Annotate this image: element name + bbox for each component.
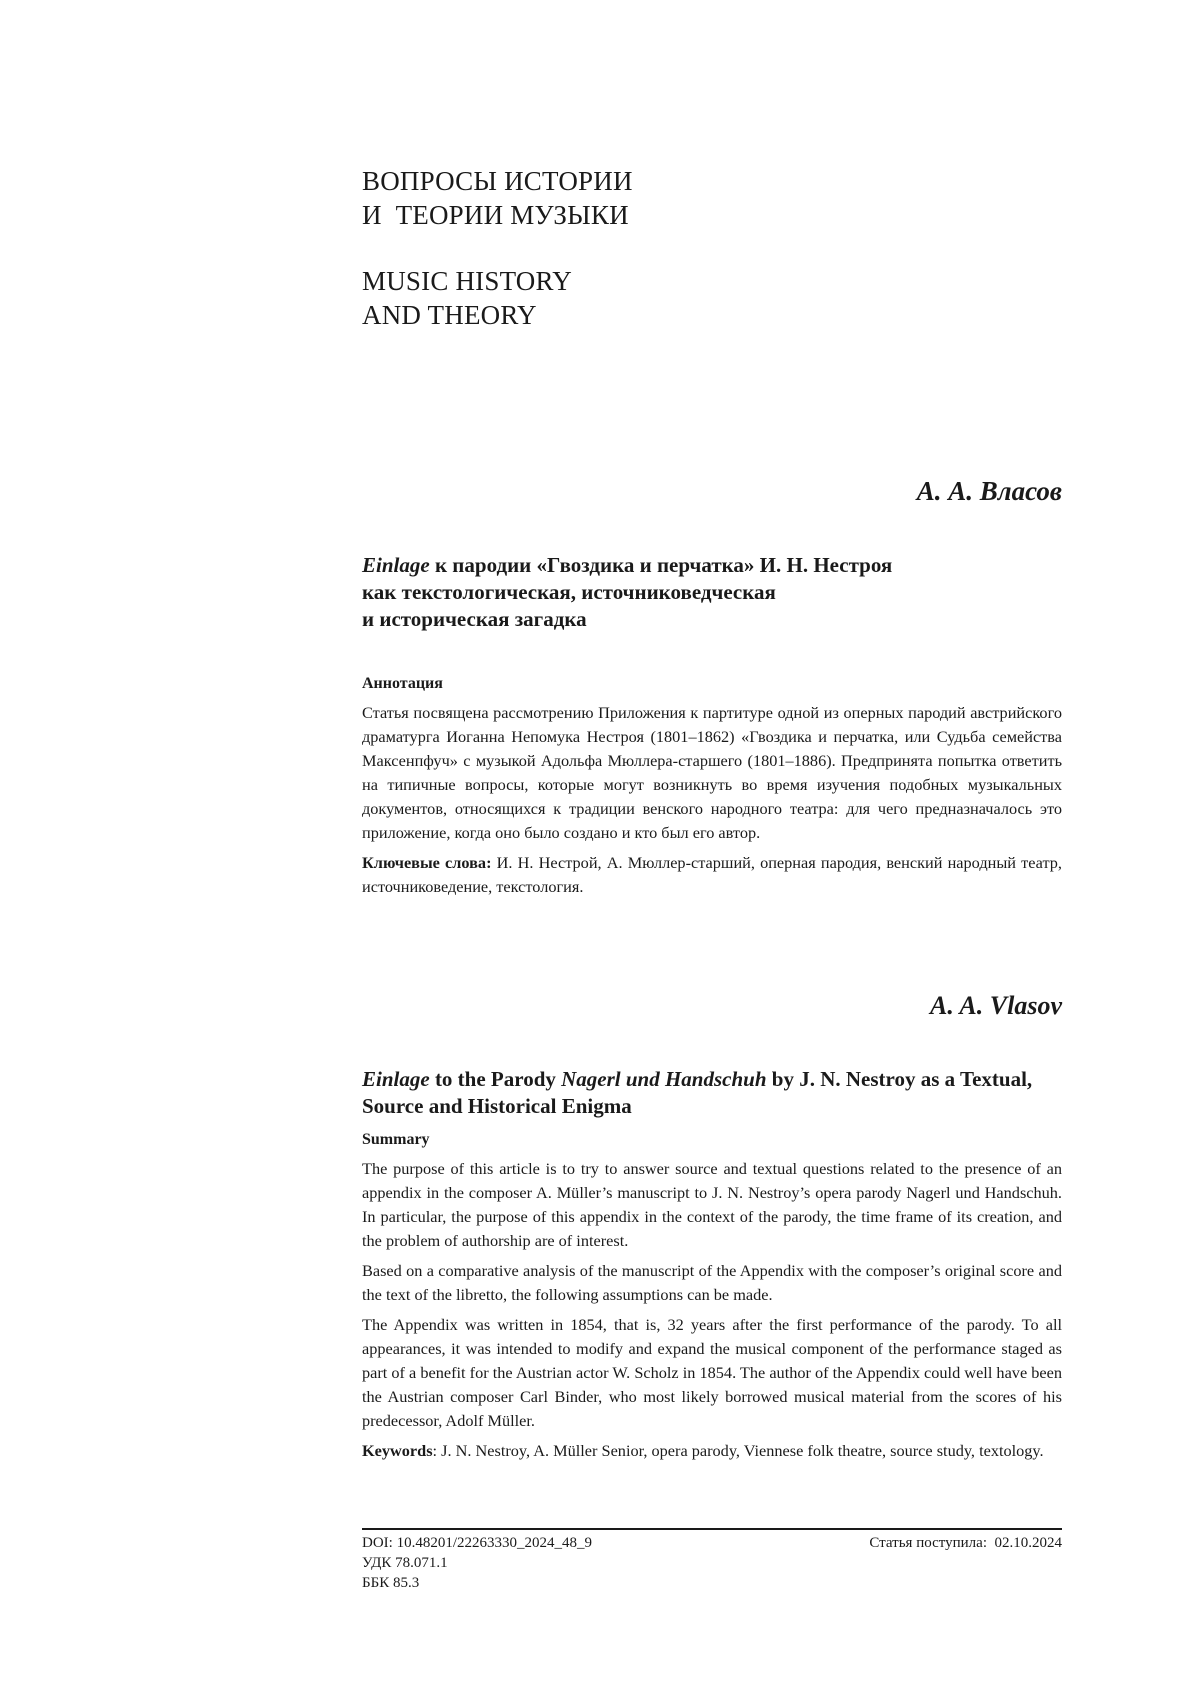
- title-en-work: Nagerl und Handschuh: [561, 1067, 766, 1091]
- spacer: [362, 232, 1062, 264]
- title-en-part1: to the Parody: [430, 1067, 561, 1091]
- title-ru-line1: к пародии «Гвоздика и перчатка» И. Н. Нестроя: [430, 553, 893, 577]
- summary-heading-en: Summary: [362, 1131, 1062, 1149]
- title-ru-einlage: Einlage: [362, 553, 430, 577]
- bbk: ББК 85.3: [362, 1573, 1062, 1593]
- section-title-en-line1: MUSIC HISTORY: [362, 264, 1062, 298]
- section-title-ru-line2: И ТЕОРИИ МУЗЫКИ: [362, 198, 1062, 232]
- keywords-text-en: : J. N. Nestroy, A. Müller Senior, opera parody, Viennese folk theatre, source study, textology.: [433, 1441, 1044, 1460]
- doi: DOI: 10.48201/22263330_2024_48_9: [362, 1533, 1062, 1553]
- article-title-ru: [362, 552, 1062, 633]
- received-date: Статья поступила: 02.10.2024: [869, 1533, 1062, 1553]
- summary-p1: The purpose of this article is to try to answer source and textual questions related to the presence of an appendix in the composer A. Müller’s manuscript to J. N. Nestroy’s opera parody Nagerl und Handschuh. In particular, the purpose of this appendix in the context of the parody, the time frame of its creation, and the problem of authorship are of interest.: [362, 1157, 1062, 1253]
- title-ru-line2: как текстологическая, источниковедческая: [362, 579, 1062, 606]
- keywords-text-ru: И. Н. Нестрой, А. Мюллер-старший, оперная пародия, венский народный театр, источниковедение, текстология.: [362, 853, 1062, 896]
- summary-en: [362, 1131, 1062, 1469]
- author-ru: А. А. Власов: [917, 476, 1062, 507]
- section-title-en-line2: AND THEORY: [362, 298, 1062, 332]
- title-en-einlage: Einlage: [362, 1067, 430, 1091]
- udk: УДК 78.071.1: [362, 1553, 1062, 1573]
- section-title: [362, 164, 1062, 332]
- abstract-ru: [362, 675, 1062, 905]
- keywords-en: [362, 1439, 1062, 1463]
- keywords-ru: [362, 851, 1062, 899]
- article-footer: [362, 1528, 1062, 1593]
- journal-page: [0, 0, 1200, 1697]
- article-title-en: [362, 1066, 1062, 1120]
- keywords-label-ru: Ключевые слова:: [362, 853, 492, 872]
- author-en: A. A. Vlasov: [930, 991, 1062, 1021]
- abstract-heading-ru: Аннотация: [362, 675, 1062, 693]
- title-en-part2: by J. N. Nestroy as a Textual,: [767, 1067, 1033, 1091]
- title-ru-line3: и историческая загадка: [362, 606, 1062, 633]
- summary-p2: Based on a comparative analysis of the manuscript of the Appendix with the composer’s original score and the text of the libretto, the following assumptions can be made.: [362, 1259, 1062, 1307]
- abstract-text-ru: Статья посвящена рассмотрению Приложения к партитуре одной из оперных пародий австрийского драматурга Иоганна Непомука Нестроя (1801–1862) «Гвоздика и перчатка, или Судьба семейства Максенпфуч» с музыкой Адольфа Мюллера-старшего (1801–1886). Предпринята попытка ответить на типичные вопросы, которые могут возникнуть во время изучения подобных музыкальных документов, относящихся к традиции венского народного театра: для чего предназначалось это приложение, когда оно было создано и кто был его автор.: [362, 701, 1062, 845]
- summary-p3: The Appendix was written in 1854, that is, 32 years after the first performance of the parody. To all appearances, it was intended to modify and expand the musical component of the performance staged as part of a benefit for the Austrian actor W. Scholz in 1854. The author of the Appendix could well have been the Austrian composer Carl Binder, who most likely borrowed musical material from the scores of his predecessor, Adolf Müller.: [362, 1313, 1062, 1433]
- title-en-line2: Source and Historical Enigma: [362, 1093, 1062, 1120]
- section-title-ru-line1: ВОПРОСЫ ИСТОРИИ: [362, 164, 1062, 198]
- keywords-label-en: Keywords: [362, 1441, 433, 1460]
